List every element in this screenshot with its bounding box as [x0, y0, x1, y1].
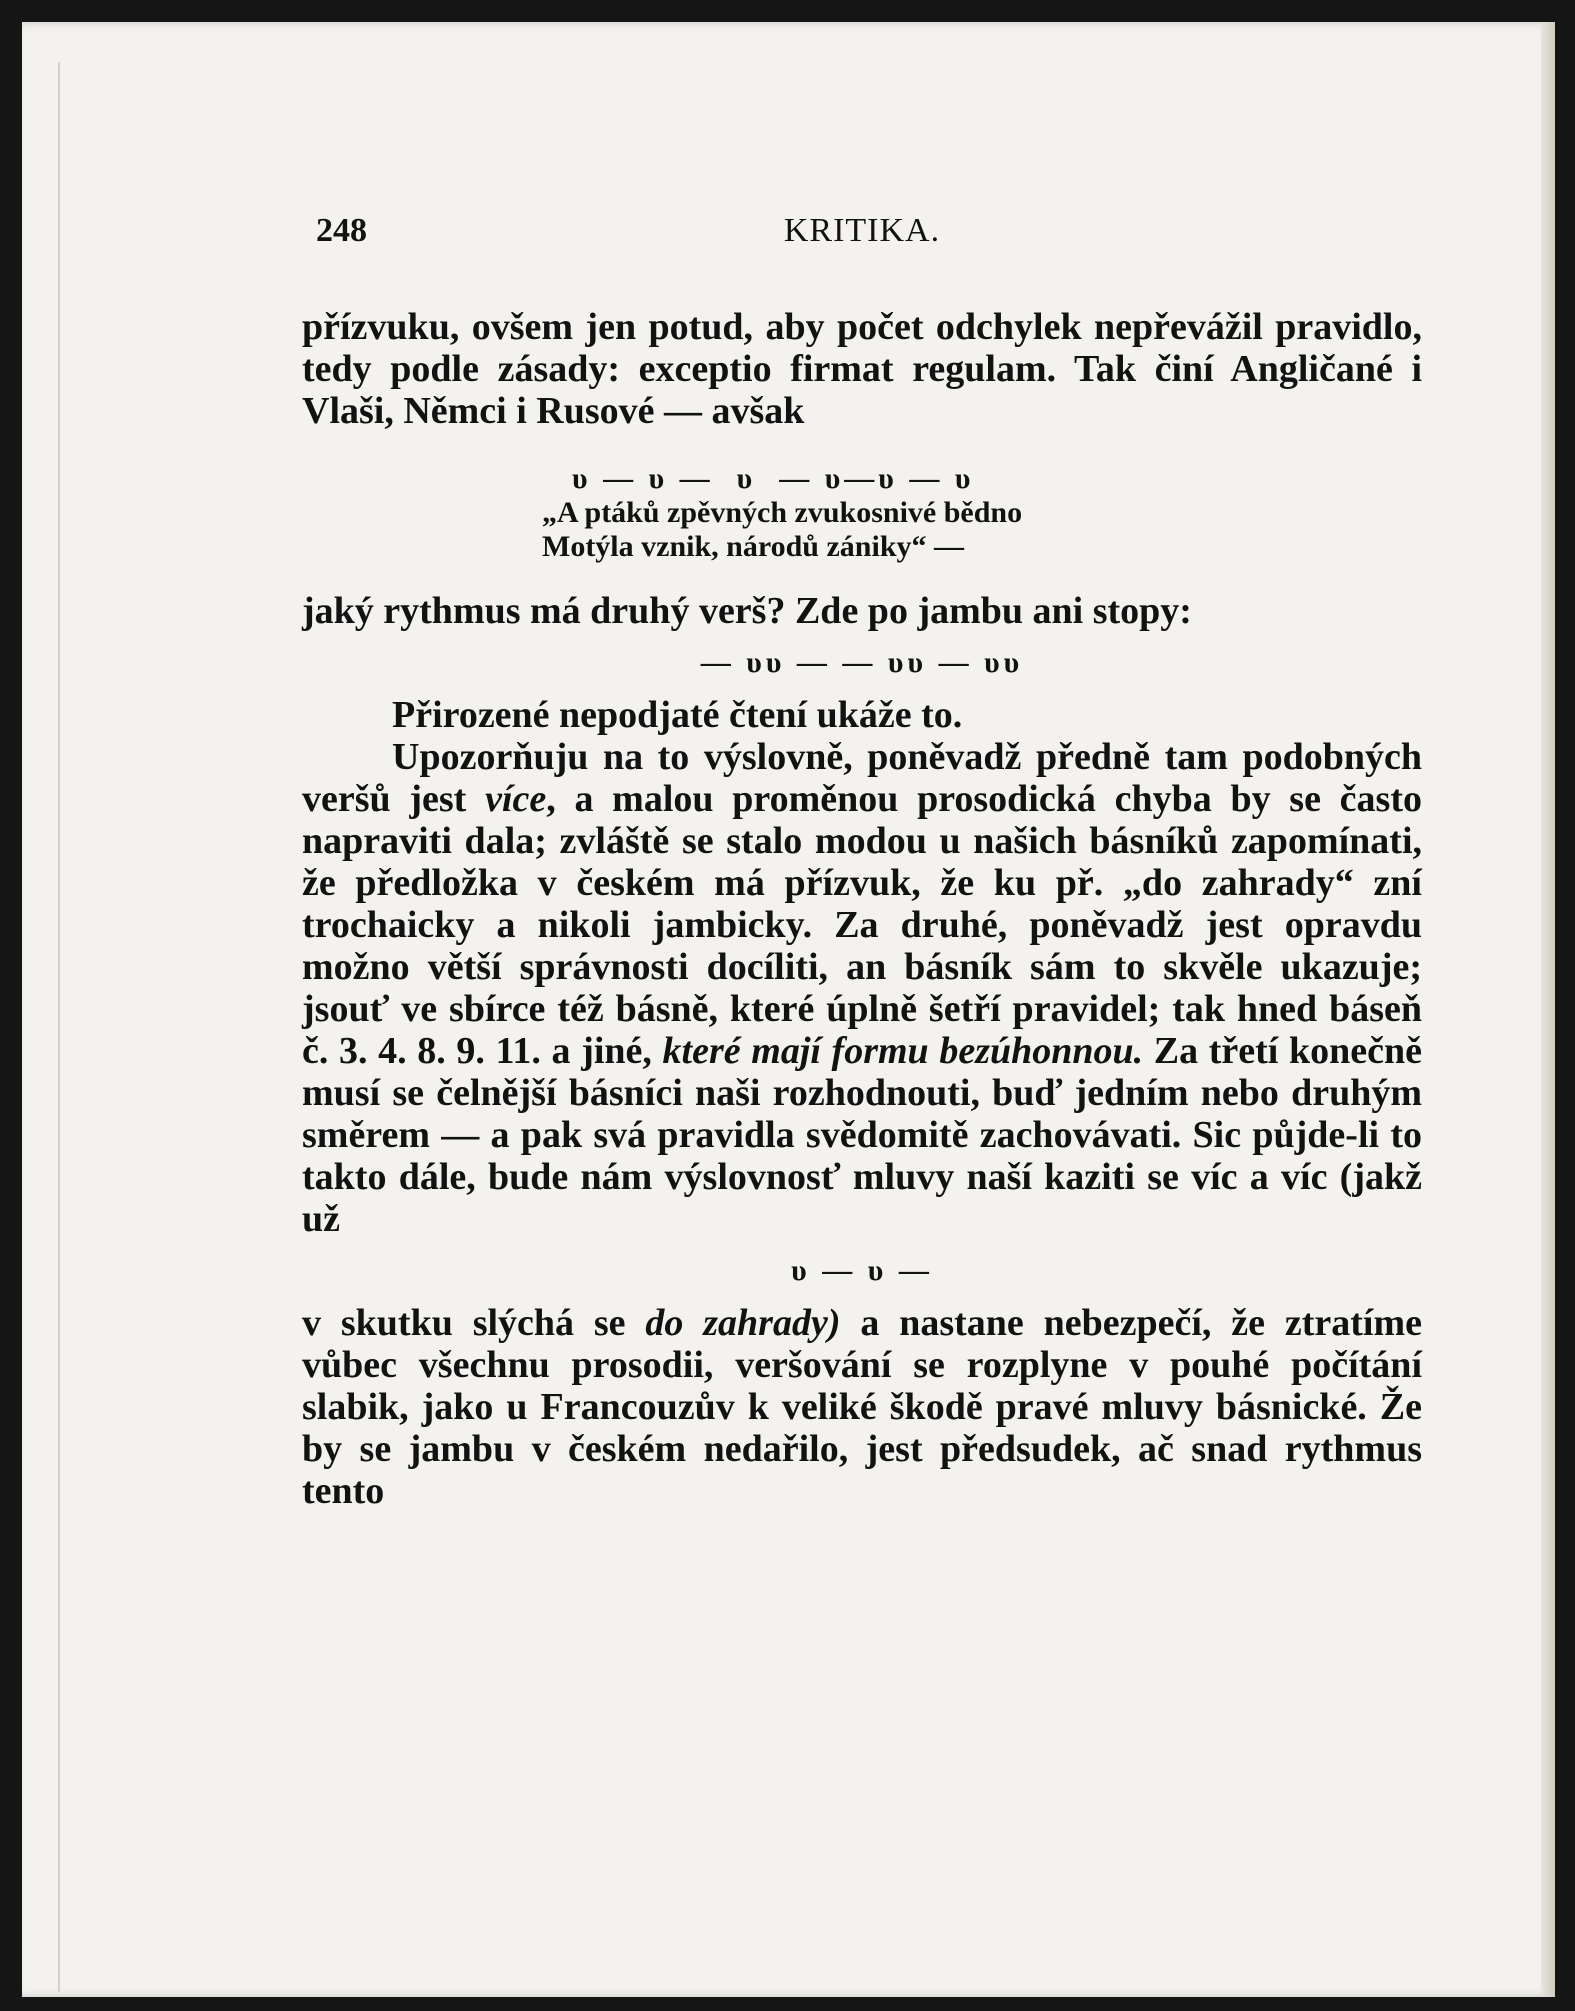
page-header — [302, 212, 1422, 262]
verse-line-1: „A ptáků zpěvných zvukosnivé bědno — [542, 496, 1023, 529]
paragraph-4-emphasis-b: které mají formu bezúhonnou. — [662, 1030, 1144, 1072]
running-title: KRITIKA. — [783, 212, 941, 249]
paragraph-4-part-b: , a malou proměnou prosodická chyba by se často napraviti dala; zvláště se stalo modou u našich básníků zapomínati, že předložka v českém má přízvuk, že ku př. „do zahrady“ zní trochaicky a nikoli jambicky. Za druhé, poněvadž jest opravdu možno větší správnosti docíliti, an básník sám to skvěle ukazuje; jsouť ve sbírce též básně, které úplně šetří pravidel; tak hned báseň č. 3. 4. 8. 9. 11. a jiné, — [302, 778, 1422, 1072]
paragraph-4 — [302, 736, 1422, 1240]
page-content — [302, 212, 1422, 1512]
page-number: 248 — [316, 212, 367, 249]
paragraph-5 — [302, 1302, 1422, 1512]
paragraph-5-part-b: a nastane nebezpečí, že ztratíme vůbec všechnu prosodii, veršování se rozplyne v pouhé počítání slabik, jako u Francouzův k veliké škodě pravé mluvy básnické. Že by se jambu v českém nedařilo, jest předsudek, ač snad rythmus tento — [302, 1302, 1422, 1512]
paragraph-4-part-c: Za třetí konečně musí se čelnější básníci naši rozhodnouti, buď jedním nebo druhým směrem — a pak svá pravidla svědomitě zachovávati. Sic půjde-li to takto dále, bude nám výslovnosť mluvy naší kaziti se víc a víc (jakž už — [302, 1030, 1422, 1240]
meter-scheme-1: υ — υ — υ — υ—υ — υ — [572, 462, 975, 495]
paragraph-4-part-a: Upozorňuju na to výslovně, poněvadž předně tam podobných veršů jest — [302, 736, 1422, 820]
page-gutter-line — [58, 62, 60, 1992]
paragraph-5-part-a: v skutku slýchá se — [302, 1302, 646, 1344]
paragraph-4-emphasis-a: více — [485, 778, 547, 820]
paragraph-2: jaký rythmus má druhý verš? Zde po jambu ani stopy: — [302, 590, 1192, 632]
paragraph-3: Přirozené nepodjaté čtení ukáže to. — [392, 694, 963, 736]
meter-scheme-2: — υυ — — υυ — υυ — [700, 646, 1024, 679]
book-page — [22, 22, 1555, 1997]
verse-line-2: Motýla vznik, národů zániky“ — — [542, 530, 965, 563]
verse-quote — [542, 462, 1422, 564]
meter-scheme-3: υ — υ — — [791, 1254, 933, 1287]
page-edge-shadow — [1541, 22, 1555, 1997]
paragraph-1: přízvuku, ovšem jen potud, aby počet odchylek nepřevážil pravidlo, tedy podle zásady: exceptio firmat regulam. Tak činí Angličané i Vlaši, Němci i Rusové — avšak — [302, 306, 1422, 432]
paragraph-5-emphasis: do zahrady) — [645, 1302, 841, 1344]
